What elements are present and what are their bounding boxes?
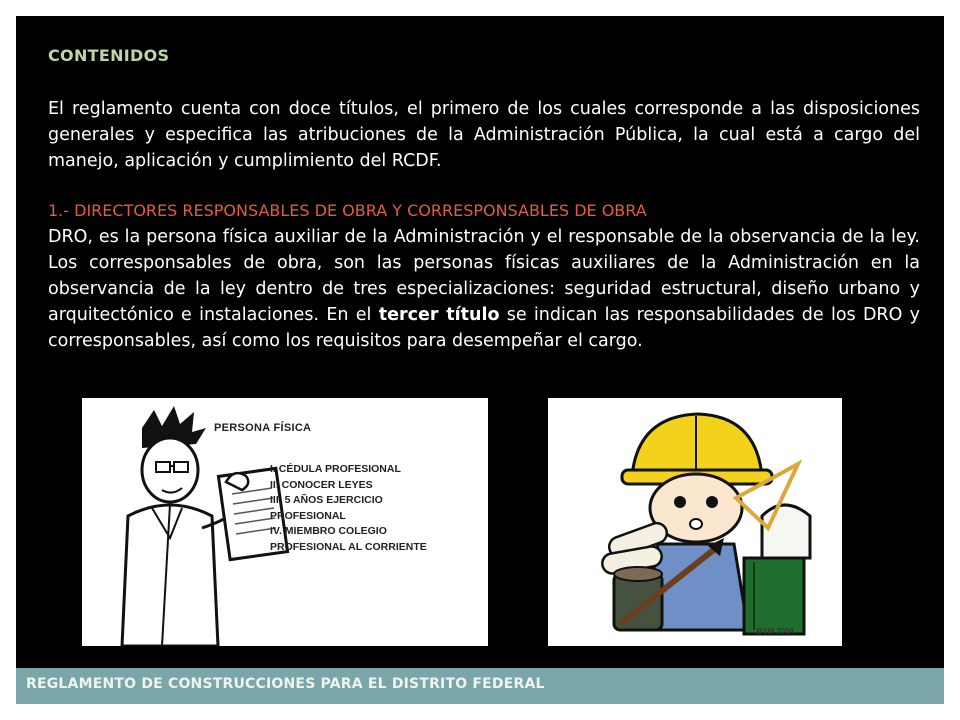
footer-title: REGLAMENTO DE CONSTRUCCIONES PARA EL DISTRITO FEDERAL: [26, 676, 545, 692]
dro-paragraph: [48, 224, 920, 354]
section-heading: CONTENIDOS: [48, 46, 170, 65]
requirement-item: II. CONOCER LEYES: [270, 478, 373, 491]
requirement-item: PROFESIONAL AL CORRIENTE: [270, 540, 427, 553]
dro-text-1: DRO, es la persona física auxiliar de la Administración y el responsable de la observancia de la ley. Los corresponsables de obra, son las personas físicas auxiliares de la Administración en la observancia de la ley dentro de tres especializaciones: seguridad estructural, diseño urbano y arquitectónico e instalaciones. En el: [48, 227, 920, 325]
intro-paragraph: El reglamento cuenta con doce títulos, el primero de los cuales corresponde a las disposiciones generales y especifica las atribuciones de la Administración Pública, la cual está a cargo del manejo, aplicación y cumplimiento del RCDF.: [48, 99, 920, 171]
artist-signature: BYM 2004: [756, 627, 794, 636]
persona-fisica-title: PERSONA FÍSICA: [214, 422, 312, 434]
dro-text-bold: tercer título: [378, 305, 500, 325]
requirement-item: I. CÉDULA PROFESIONAL: [270, 463, 401, 475]
slide-content: [16, 16, 944, 668]
builder-cartoon-drawing: [548, 398, 842, 646]
dro-text-2: se indican las responsabilidades de los DRO y corresponsables, así como los requisitos para desempeñar el cargo.: [48, 305, 920, 351]
requirement-item: III. 5 AÑOS EJERCICIO: [270, 494, 383, 506]
persona-fisica-illustration: [82, 398, 488, 646]
subheading: 1.- DIRECTORES RESPONSABLES DE OBRA Y CORRESPONSABLES DE OBRA: [48, 201, 647, 220]
requirement-item: PROFESIONAL: [270, 509, 346, 522]
builder-illustration: [548, 398, 842, 646]
requirements-list: [270, 462, 427, 555]
footer-bar: [16, 668, 944, 704]
requirement-item: IV. MIEMBRO COLEGIO: [270, 525, 387, 537]
